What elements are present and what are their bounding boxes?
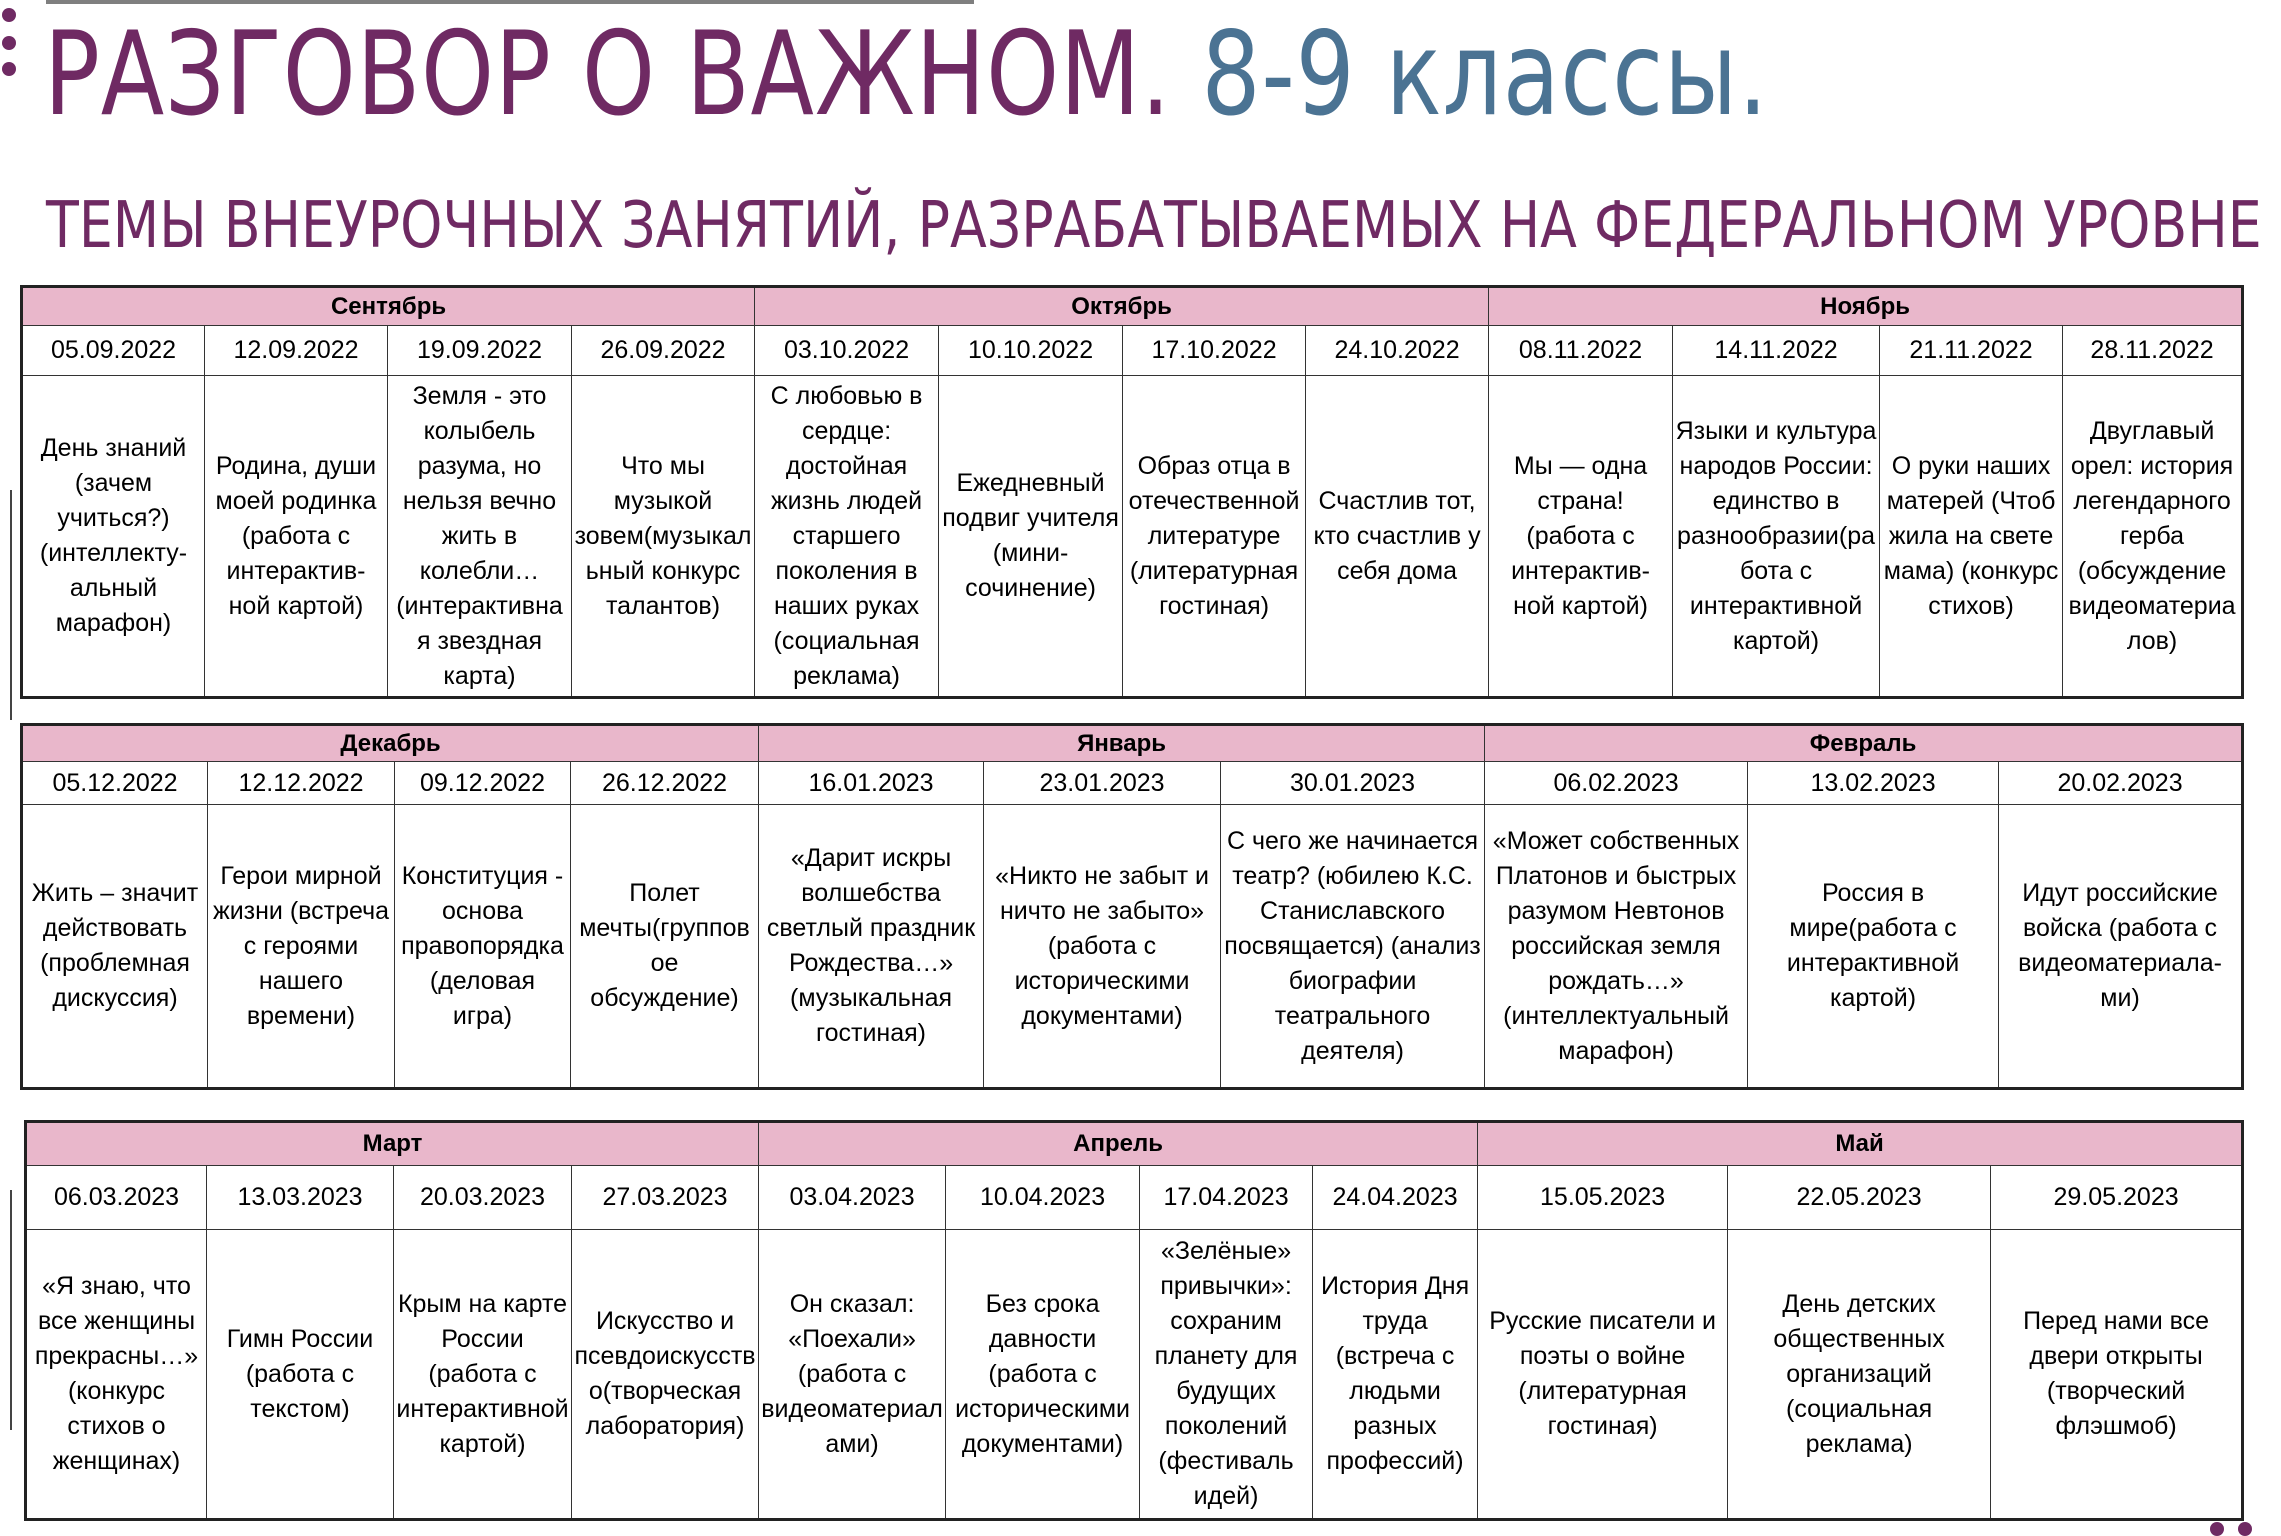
title-classes: 8-9 классы.: [1201, 7, 1769, 142]
lesson-topic: Родина, души моей родинка (работа с интерактив-ной картой): [205, 376, 388, 698]
lesson-date: 05.12.2022: [22, 762, 208, 805]
lesson-date: 20.02.2023: [1999, 762, 2243, 805]
lesson-topic: Перед нами все двери открыты (творческий флэшмоб): [1991, 1230, 2243, 1520]
lesson-date: 28.11.2022: [2063, 326, 2243, 376]
month-header: Сентябрь: [22, 287, 755, 326]
left-margin-line-2: [10, 1190, 12, 1430]
lesson-date: 26.12.2022: [571, 762, 759, 805]
lesson-topic: О руки наших матерей (Чтоб жила на свете мама) (конкурс стихов): [1880, 376, 2063, 698]
lesson-topic: Счастлив тот, кто счастлив у себя дома: [1306, 376, 1489, 698]
lesson-date: 26.09.2022: [572, 326, 755, 376]
lesson-topic: «Я знаю, что все женщины прекрасны…» (конкурс стихов о женщинах): [26, 1230, 207, 1520]
lesson-date: 14.11.2022: [1673, 326, 1880, 376]
decor-dot-3: [2, 62, 16, 76]
lesson-topic: С чего же начинается театр? (юбилею К.С. Станиславского посвящается) (анализ биографии театрального деятеля): [1221, 805, 1485, 1089]
month-header: Январь: [759, 725, 1485, 762]
schedule-table-spring: [24, 1120, 2244, 1521]
decor-corner-dot-1: [2210, 1522, 2224, 1536]
lesson-date: 06.02.2023: [1485, 762, 1748, 805]
lesson-date: 24.04.2023: [1313, 1166, 1478, 1230]
month-header: Март: [26, 1122, 759, 1166]
lesson-topic: Идут российские войска (работа с видеоматериала-ми): [1999, 805, 2243, 1089]
lesson-topic: Гимн России (работа с текстом): [207, 1230, 394, 1520]
lesson-topic: Ежедневный подвиг учителя (мини-сочинение): [939, 376, 1123, 698]
page-title: [44, 0, 1768, 150]
lesson-date: 16.01.2023: [759, 762, 984, 805]
lesson-topic: Он сказал: «Поехали» (работа с видеоматериалами): [759, 1230, 946, 1520]
lesson-date: 15.05.2023: [1478, 1166, 1728, 1230]
lesson-date: 06.03.2023: [26, 1166, 207, 1230]
left-margin-line-1: [10, 490, 12, 720]
lesson-date: 21.11.2022: [1880, 326, 2063, 376]
schedule-table-autumn: [20, 285, 2244, 699]
lesson-date: 09.12.2022: [395, 762, 571, 805]
page-subtitle: ТЕМЫ ВНЕУРОЧНЫХ ЗАНЯТИЙ, РАЗРАБАТЫВАЕМЫХ НА ФЕДЕРАЛЬНОМ УРОВНЕ: [46, 189, 2262, 263]
lesson-topic: С любовью в сердце: достойная жизнь людей старшего поколения в наших руках (социальная реклама): [755, 376, 939, 698]
lesson-topic: «Дарит искры волшебства светлый праздник Рождества…» (музыкальная гостиная): [759, 805, 984, 1089]
lesson-topic: Конституция - основа правопорядка (деловая игра): [395, 805, 571, 1089]
lesson-topic: Мы — одна страна! (работа с интерактив-ной картой): [1489, 376, 1673, 698]
lesson-date: 30.01.2023: [1221, 762, 1485, 805]
decor-corner-dot-2: [2238, 1522, 2252, 1536]
lesson-date: 22.05.2023: [1728, 1166, 1991, 1230]
lesson-topic: Полет мечты(групповое обсуждение): [571, 805, 759, 1089]
lesson-date: 10.10.2022: [939, 326, 1123, 376]
month-header: Ноябрь: [1489, 287, 2243, 326]
month-header: Май: [1478, 1122, 2243, 1166]
lesson-topic: Без срока давности (работа с историческими документами): [946, 1230, 1140, 1520]
decor-dot-2: [2, 36, 16, 50]
lesson-date: 17.10.2022: [1123, 326, 1306, 376]
lesson-date: 05.09.2022: [22, 326, 205, 376]
lesson-topic: Образ отца в отечественной литературе (литературная гостиная): [1123, 376, 1306, 698]
title-main: РАЗГОВОР О ВАЖНОМ.: [44, 7, 1172, 142]
month-header: Октябрь: [755, 287, 1489, 326]
month-header: Апрель: [759, 1122, 1478, 1166]
lesson-topic: История Дня труда (встреча с людьми разных профессий): [1313, 1230, 1478, 1520]
lesson-topic: День детских общественных организаций (социальная реклама): [1728, 1230, 1991, 1520]
lesson-date: 23.01.2023: [984, 762, 1221, 805]
lesson-topic: Крым на карте России (работа с интерактивной картой): [394, 1230, 572, 1520]
lesson-topic: «Зелёные» привычки»: сохраним планету для будущих поколений (фестиваль идей): [1140, 1230, 1313, 1520]
lesson-date: 13.02.2023: [1748, 762, 1999, 805]
decor-dot-1: [2, 8, 16, 22]
lesson-date: 08.11.2022: [1489, 326, 1673, 376]
lesson-date: 19.09.2022: [388, 326, 572, 376]
lesson-date: 03.10.2022: [755, 326, 939, 376]
lesson-date: 27.03.2023: [572, 1166, 759, 1230]
lesson-topic: «Никто не забыт и ничто не забыто» (работа с историческими документами): [984, 805, 1221, 1089]
lesson-date: 17.04.2023: [1140, 1166, 1313, 1230]
lesson-date: 03.04.2023: [759, 1166, 946, 1230]
lesson-topic: Земля - это колыбель разума, но нельзя вечно жить в колебли…(интерактивная звездная карта): [388, 376, 572, 698]
lesson-topic: Двуглавый орел: история легендарного герба (обсуждение видеоматериалов): [2063, 376, 2243, 698]
lesson-date: 20.03.2023: [394, 1166, 572, 1230]
month-header: Декабрь: [22, 725, 759, 762]
lesson-topic: Языки и культура народов России: единство в разнообразии(работа с интерактивной картой): [1673, 376, 1880, 698]
lesson-date: 24.10.2022: [1306, 326, 1489, 376]
lesson-topic: Россия в мире(работа с интерактивной картой): [1748, 805, 1999, 1089]
lesson-topic: Герои мирной жизни (встреча с героями нашего времени): [208, 805, 395, 1089]
schedule-table-winter: [20, 723, 2244, 1090]
lesson-topic: Что мы музыкой зовем(музыкальный конкурс талантов): [572, 376, 755, 698]
lesson-date: 13.03.2023: [207, 1166, 394, 1230]
lesson-topic: Жить – значит действовать (проблемная дискуссия): [22, 805, 208, 1089]
lesson-date: 29.05.2023: [1991, 1166, 2243, 1230]
lesson-topic: Русские писатели и поэты о войне (литературная гостиная): [1478, 1230, 1728, 1520]
lesson-date: 12.09.2022: [205, 326, 388, 376]
lesson-topic: День знаний (зачем учиться?) (интеллекту-альный марафон): [22, 376, 205, 698]
lesson-date: 10.04.2023: [946, 1166, 1140, 1230]
lesson-topic: Искусство и псевдоискусство(творческая лаборатория): [572, 1230, 759, 1520]
lesson-topic: «Может собственных Платонов и быстрых разумом Невтонов российская земля рождать…» (интеллектуальный марафон): [1485, 805, 1748, 1089]
lesson-date: 12.12.2022: [208, 762, 395, 805]
month-header: Февраль: [1485, 725, 2243, 762]
